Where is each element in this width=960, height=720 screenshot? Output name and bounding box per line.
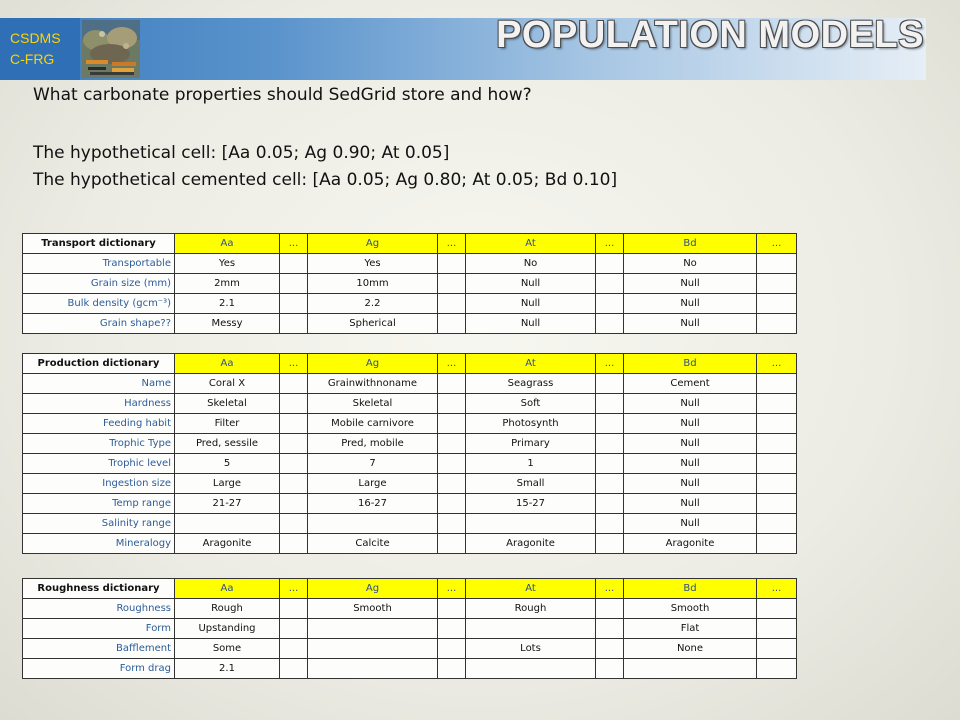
row-label: Form drag [23, 659, 175, 679]
table-row [23, 599, 797, 619]
row-label: Mineralogy [23, 534, 175, 554]
table-cell: Large [308, 474, 438, 494]
table-cell [466, 619, 596, 639]
table-cell: 2.2 [308, 294, 438, 314]
table-cell: Some [175, 639, 280, 659]
table-cell: Aragonite [175, 534, 280, 554]
table-row [23, 274, 797, 294]
table-row [23, 414, 797, 434]
row-label: Temp range [23, 494, 175, 514]
table-cell: None [624, 639, 757, 659]
table-cell [438, 514, 466, 534]
table-cell: 1 [466, 454, 596, 474]
table-cell [466, 659, 596, 679]
table-cell: Null [466, 294, 596, 314]
table-cell [596, 619, 624, 639]
table-cell: 16-27 [308, 494, 438, 514]
table-cell [280, 514, 308, 534]
column-header: Ag [308, 234, 438, 254]
table-cell: Filter [175, 414, 280, 434]
dictionary-name: Roughness dictionary [23, 579, 175, 599]
table-cell: Aragonite [466, 534, 596, 554]
table-cell [280, 599, 308, 619]
table-cell: Pred, sessile [175, 434, 280, 454]
table-cell: No [624, 254, 757, 274]
table-cell [438, 619, 466, 639]
table-cell [596, 274, 624, 294]
column-header: ... [438, 579, 466, 599]
table-cell [308, 659, 438, 679]
column-header: ... [280, 234, 308, 254]
table-row [23, 454, 797, 474]
column-header: Aa [175, 234, 280, 254]
table-cell [757, 534, 797, 554]
table-cell: Null [624, 514, 757, 534]
table-cell: 2mm [175, 274, 280, 294]
table-cell: Large [175, 474, 280, 494]
table-cell [280, 454, 308, 474]
table-cell [757, 434, 797, 454]
table-cell: Upstanding [175, 619, 280, 639]
table-cell [280, 494, 308, 514]
column-header: ... [757, 579, 797, 599]
table-cell [757, 414, 797, 434]
table-cell: Pred, mobile [308, 434, 438, 454]
table-cell: Soft [466, 394, 596, 414]
table-cell [438, 639, 466, 659]
table-row [23, 314, 797, 334]
table-cell [280, 639, 308, 659]
table-row [23, 294, 797, 314]
cemented-cell-text: The hypothetical cemented cell: [Aa 0.05; Ag 0.80; At 0.05; Bd 0.10] [33, 170, 618, 190]
row-label: Hardness [23, 394, 175, 414]
table-cell [438, 414, 466, 434]
table-cell: 2.1 [175, 294, 280, 314]
row-label: Grain shape?? [23, 314, 175, 334]
table-cell [438, 599, 466, 619]
question-text: What carbonate properties should SedGrid store and how? [33, 85, 532, 105]
table-cell [757, 494, 797, 514]
column-header: ... [280, 354, 308, 374]
table-cell [438, 374, 466, 394]
table-row [23, 619, 797, 639]
dictionary-name: Transport dictionary [23, 234, 175, 254]
table-cell [596, 414, 624, 434]
column-header: At [466, 354, 596, 374]
table-row [23, 659, 797, 679]
table-cell [757, 454, 797, 474]
table-cell: 5 [175, 454, 280, 474]
table-cell [596, 474, 624, 494]
table-cell: Rough [466, 599, 596, 619]
table-cell: Skeletal [175, 394, 280, 414]
table-cell [757, 314, 797, 334]
table-cell [438, 254, 466, 274]
table-cell [596, 394, 624, 414]
table-cell [280, 474, 308, 494]
table-cell [438, 454, 466, 474]
table-row [23, 394, 797, 414]
coral-reef-image [82, 20, 140, 78]
table-cell [757, 514, 797, 534]
page-title: POPULATION MODELS [496, 14, 924, 56]
table-cell [280, 534, 308, 554]
table-cell: Calcite [308, 534, 438, 554]
table-cell: Spherical [308, 314, 438, 334]
table-row [23, 534, 797, 554]
table-cell [280, 434, 308, 454]
table-cell: Yes [175, 254, 280, 274]
row-label: Ingestion size [23, 474, 175, 494]
table-cell [438, 494, 466, 514]
table-cell [596, 454, 624, 474]
column-header: ... [596, 354, 624, 374]
table-cell: Smooth [308, 599, 438, 619]
table-cell: Smooth [624, 599, 757, 619]
table-cell [757, 619, 797, 639]
table-cell [308, 619, 438, 639]
table-cell [438, 394, 466, 414]
table-cell [466, 514, 596, 534]
table-cell [438, 474, 466, 494]
hypothetical-cell-text: The hypothetical cell: [Aa 0.05; Ag 0.90; At 0.05] [33, 143, 450, 163]
table-cell [280, 314, 308, 334]
table-header-row [23, 354, 797, 374]
table-cell [596, 534, 624, 554]
column-header: Bd [624, 579, 757, 599]
column-header: Ag [308, 579, 438, 599]
table-row [23, 254, 797, 274]
table-cell: Cement [624, 374, 757, 394]
table-cell [438, 534, 466, 554]
table-cell: Primary [466, 434, 596, 454]
table-cell: Flat [624, 619, 757, 639]
table-cell: Null [624, 274, 757, 294]
table-cell: Coral X [175, 374, 280, 394]
row-label: Form [23, 619, 175, 639]
table-cell [596, 599, 624, 619]
table-cell [438, 659, 466, 679]
row-label: Trophic Type [23, 434, 175, 454]
table-cell: Small [466, 474, 596, 494]
column-header: ... [757, 354, 797, 374]
table-cell: Null [466, 274, 596, 294]
table-cell [596, 514, 624, 534]
table-cell: Null [624, 454, 757, 474]
column-header: ... [438, 234, 466, 254]
logo-line-2: C-FRG [10, 51, 55, 67]
table-cell: Yes [308, 254, 438, 274]
column-header: Aa [175, 354, 280, 374]
table-row [23, 374, 797, 394]
table-cell: Null [466, 314, 596, 334]
table-cell [308, 514, 438, 534]
table-cell [280, 659, 308, 679]
table-header-row [23, 234, 797, 254]
table-cell [175, 514, 280, 534]
row-label: Bulk density (gcm⁻³) [23, 294, 175, 314]
table-cell [308, 639, 438, 659]
table-cell: Null [624, 474, 757, 494]
table-cell: Null [624, 314, 757, 334]
table-cell [438, 314, 466, 334]
logo-text [10, 28, 61, 70]
column-header: Bd [624, 234, 757, 254]
table-cell: Null [624, 294, 757, 314]
table-cell: Null [624, 494, 757, 514]
table-cell [624, 659, 757, 679]
row-label: Bafflement [23, 639, 175, 659]
table-cell: Aragonite [624, 534, 757, 554]
row-label: Salinity range [23, 514, 175, 534]
table-cell [596, 314, 624, 334]
row-label: Feeding habit [23, 414, 175, 434]
column-header: Bd [624, 354, 757, 374]
table-cell: Seagrass [466, 374, 596, 394]
table-cell [757, 599, 797, 619]
table-row [23, 639, 797, 659]
table-cell [596, 254, 624, 274]
table-cell: Null [624, 394, 757, 414]
column-header: Aa [175, 579, 280, 599]
table-cell [757, 639, 797, 659]
transport-dictionary-table [22, 233, 797, 334]
table-cell [596, 639, 624, 659]
roughness-dictionary-table [22, 578, 797, 679]
table-cell [280, 374, 308, 394]
table-header-row [23, 579, 797, 599]
table-cell [757, 394, 797, 414]
column-header: ... [438, 354, 466, 374]
table-cell: Messy [175, 314, 280, 334]
row-label: Trophic level [23, 454, 175, 474]
table-cell [757, 274, 797, 294]
column-header: ... [596, 579, 624, 599]
table-cell: Null [624, 414, 757, 434]
table-row [23, 514, 797, 534]
table-cell [757, 254, 797, 274]
table-cell [596, 659, 624, 679]
table-cell [757, 374, 797, 394]
table-cell: 15-27 [466, 494, 596, 514]
row-label: Grain size (mm) [23, 274, 175, 294]
table-cell: Skeletal [308, 394, 438, 414]
table-cell [280, 294, 308, 314]
table-cell: Null [624, 434, 757, 454]
table-cell [596, 434, 624, 454]
row-label: Transportable [23, 254, 175, 274]
table-cell [438, 434, 466, 454]
column-header: ... [757, 234, 797, 254]
table-cell: Grainwithnoname [308, 374, 438, 394]
table-cell [757, 294, 797, 314]
row-label: Roughness [23, 599, 175, 619]
table-cell: 10mm [308, 274, 438, 294]
table-cell: 21-27 [175, 494, 280, 514]
table-cell: No [466, 254, 596, 274]
column-header: ... [280, 579, 308, 599]
row-label: Name [23, 374, 175, 394]
dictionary-name: Production dictionary [23, 354, 175, 374]
table-cell: Mobile carnivore [308, 414, 438, 434]
table-cell [280, 619, 308, 639]
table-cell: 7 [308, 454, 438, 474]
table-cell [596, 294, 624, 314]
table-cell [280, 414, 308, 434]
table-cell: Lots [466, 639, 596, 659]
table-cell [757, 659, 797, 679]
table-cell [757, 474, 797, 494]
column-header: At [466, 234, 596, 254]
table-cell [280, 254, 308, 274]
production-dictionary-table [22, 353, 797, 554]
column-header: Ag [308, 354, 438, 374]
table-cell [280, 274, 308, 294]
table-cell [280, 394, 308, 414]
logo-line-1: CSDMS [10, 30, 61, 46]
column-header: ... [596, 234, 624, 254]
table-cell: 2.1 [175, 659, 280, 679]
table-row [23, 494, 797, 514]
table-cell [438, 294, 466, 314]
table-cell: Rough [175, 599, 280, 619]
table-cell [596, 374, 624, 394]
table-row [23, 474, 797, 494]
table-cell: Photosynth [466, 414, 596, 434]
table-cell [596, 494, 624, 514]
table-row [23, 434, 797, 454]
column-header: At [466, 579, 596, 599]
table-cell [438, 274, 466, 294]
